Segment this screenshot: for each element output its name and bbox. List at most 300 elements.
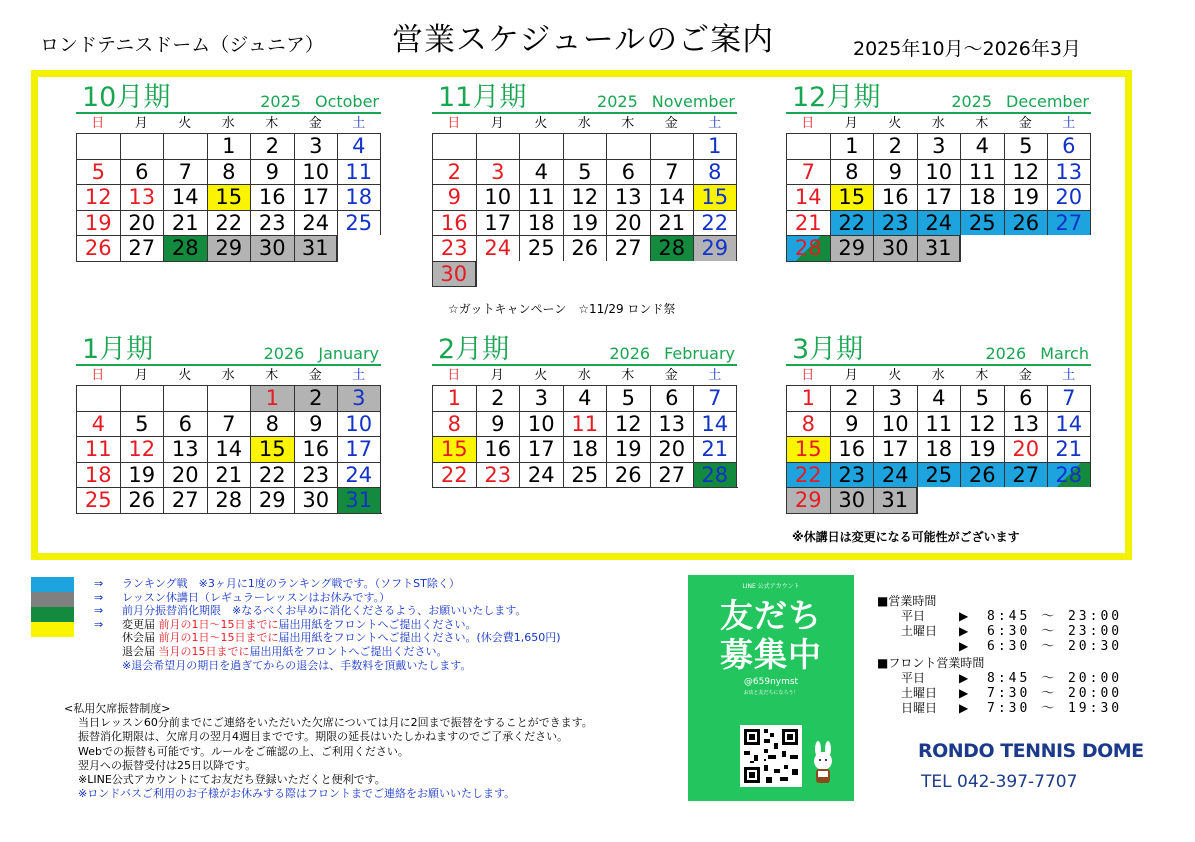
day-cell: 12 <box>960 411 1004 437</box>
empty-day-cell <box>606 133 650 159</box>
day-cell: 17 <box>873 436 917 462</box>
weekday-label: 日 <box>447 368 461 383</box>
day-cell: 2 <box>873 133 917 159</box>
day-cell: 8 <box>432 411 476 437</box>
absence-line: 翌月への振替受付は25日以降です。 <box>78 758 257 772</box>
day-cell: 11 <box>519 184 563 210</box>
month-calendar <box>76 82 381 262</box>
day-cell: 15 <box>786 436 830 462</box>
legend-swatch-notice <box>31 622 74 637</box>
weekday-label: 月 <box>134 116 148 131</box>
line-headline-1: 友だち <box>720 596 822 635</box>
page-title: 営業スケジュールのご案内 <box>392 22 775 58</box>
day-cell: 30 <box>873 235 917 261</box>
day-cell: 28 <box>693 462 737 488</box>
day-cell: 2 <box>432 159 476 185</box>
day-cell: 11 <box>917 411 961 437</box>
blank-space <box>519 261 563 287</box>
legend-quit-text: 届出用紙をフロントへご提出ください。 <box>249 644 448 658</box>
header-left: ロンドテニスドーム（ジュニア） <box>40 34 324 56</box>
empty-day-cell <box>120 385 164 411</box>
blank-space <box>650 261 694 287</box>
weekday-label: 火 <box>178 368 192 383</box>
day-cell: 6 <box>606 159 650 185</box>
day-cell: 31 <box>337 487 381 513</box>
play-icon: ▶ <box>959 671 969 685</box>
empty-day-cell <box>432 133 476 159</box>
day-cell: 21 <box>207 462 251 488</box>
calendar-bottom-border <box>76 261 338 262</box>
day-cell: 15 <box>830 184 874 210</box>
day-cell: 27 <box>120 235 164 261</box>
legend-closed: レッスン休講日（レギュラーレッスンはお休みです。） <box>122 590 391 604</box>
day-cell: 22 <box>786 462 830 488</box>
week-row <box>76 411 381 437</box>
day-cell: 18 <box>960 184 1004 210</box>
play-icon: ▶ <box>959 624 969 638</box>
blank-space <box>693 261 737 287</box>
empty-day-cell <box>650 133 694 159</box>
day-cell: 30 <box>830 487 874 513</box>
weekday-label: 水 <box>931 368 945 383</box>
day-cell: 8 <box>207 159 251 185</box>
day-cell: 9 <box>873 159 917 185</box>
week-row <box>432 436 737 462</box>
day-cell: 29 <box>786 487 830 513</box>
weekday-label: 月 <box>134 368 148 383</box>
month-year <box>597 92 735 111</box>
legend-pause-deadline: 前月の1日～15日までに <box>158 631 279 645</box>
play-icon: ▶ <box>959 686 969 700</box>
day-cell: 25 <box>960 210 1004 236</box>
day-cell: 9 <box>476 411 520 437</box>
month-name: 10月期 <box>82 82 171 113</box>
play-icon: ▶ <box>959 609 969 623</box>
day-cell: 8 <box>830 159 874 185</box>
week-row <box>432 159 737 185</box>
month-header <box>76 334 381 366</box>
day-cell: 23 <box>294 462 338 488</box>
blank-space <box>606 261 650 287</box>
week-row <box>786 133 1091 159</box>
weekday-label: 火 <box>888 368 902 383</box>
year-label: 2025 <box>260 92 301 111</box>
play-icon: ▶ <box>959 701 969 715</box>
day-cell: 17 <box>519 436 563 462</box>
absence-line: 振替消化期限は、欠席月の翌月4週目までです。期限の延長はいたしかねますのでご了承ください。 <box>78 730 569 744</box>
day-cell: 29 <box>207 235 251 261</box>
day-cell: 13 <box>650 411 694 437</box>
absence-line: ※LINE公式アカウントにてお友だち登録いただくと便利です。 <box>78 773 386 787</box>
day-cell: 9 <box>294 411 338 437</box>
day-cell: 14 <box>650 184 694 210</box>
month-year <box>609 344 735 363</box>
weekday-label: 水 <box>577 368 591 383</box>
day-cell: 27 <box>163 487 207 513</box>
week-row <box>786 184 1091 210</box>
day-cell: 4 <box>563 385 607 411</box>
weekday-label: 金 <box>1018 368 1032 383</box>
day-cell: 26 <box>120 487 164 513</box>
weekday-label: 日 <box>801 368 815 383</box>
month-calendar <box>432 82 737 287</box>
weekday-label: 金 <box>664 368 678 383</box>
day-cell: 24 <box>294 210 338 236</box>
month-english-label: January <box>318 344 379 363</box>
day-cell: 12 <box>120 436 164 462</box>
month-calendar <box>76 334 381 514</box>
day-cell: 8 <box>786 411 830 437</box>
blank-space <box>1047 235 1091 261</box>
weekday-label: 金 <box>1018 116 1032 131</box>
day-cell: 11 <box>563 411 607 437</box>
day-cell: 26 <box>1004 210 1048 236</box>
day-cell: 18 <box>76 462 120 488</box>
day-cell: 26 <box>76 235 120 261</box>
year-label: 2026 <box>985 344 1027 363</box>
day-cell: 27 <box>1047 210 1091 236</box>
week-row <box>432 261 737 287</box>
day-cell: 1 <box>786 385 830 411</box>
day-cell: 6 <box>1047 133 1091 159</box>
month-english-label: November <box>651 92 735 111</box>
weekday-header <box>786 366 1091 385</box>
month-header <box>432 82 737 114</box>
legend-swatch-deadline <box>31 607 74 622</box>
day-cell: 24 <box>917 210 961 236</box>
day-cell: 24 <box>337 462 381 488</box>
day-cell: 4 <box>917 385 961 411</box>
day-cell: 29 <box>250 487 294 513</box>
month-english-label: December <box>1006 92 1089 111</box>
day-cell: 19 <box>1004 184 1048 210</box>
day-cell: 13 <box>606 184 650 210</box>
day-cell: 4 <box>960 133 1004 159</box>
day-cell: 3 <box>917 133 961 159</box>
weekday-label: 水 <box>221 368 235 383</box>
weekday-label: 日 <box>447 116 461 131</box>
day-cell: 2 <box>294 385 338 411</box>
day-cell: 16 <box>250 184 294 210</box>
day-cell: 15 <box>432 436 476 462</box>
day-cell: 21 <box>163 210 207 236</box>
front-hours-title: ■フロント営業時間 <box>877 656 985 670</box>
day-cell: 7 <box>650 159 694 185</box>
day-cell: 27 <box>1004 462 1048 488</box>
day-cell: 12 <box>1004 159 1048 185</box>
empty-day-cell <box>76 133 120 159</box>
day-cell: 26 <box>563 235 607 261</box>
day-cell: 23 <box>476 462 520 488</box>
weekday-label: 土 <box>352 116 366 131</box>
weekday-label: 火 <box>888 116 902 131</box>
legend-change-text: 届出用紙をフロントへご提出ください。 <box>278 617 477 631</box>
phone-number[interactable]: TEL 042-397-7707 <box>921 772 1078 792</box>
month-header <box>786 334 1091 366</box>
legend-swatch-closed <box>31 592 74 607</box>
day-cell: 21 <box>693 436 737 462</box>
week-row <box>432 133 737 159</box>
week-row <box>786 159 1091 185</box>
day-cell: 23 <box>873 210 917 236</box>
weekday-label: 月 <box>490 116 504 131</box>
day-cell: 18 <box>917 436 961 462</box>
month-name: 3月期 <box>792 334 864 365</box>
day-cell: 30 <box>432 261 476 287</box>
day-cell: 25 <box>917 462 961 488</box>
day-cell: 29 <box>693 235 737 261</box>
day-cell: 25 <box>563 462 607 488</box>
day-cell: 17 <box>337 436 381 462</box>
absence-line: 当日レッスン60分前までにご連絡をいただいた欠席については月に2回まで振替をすることができます。 <box>78 716 593 730</box>
hours-label: 日曜日 <box>901 701 938 715</box>
day-cell: 3 <box>294 133 338 159</box>
week-row <box>786 462 1091 488</box>
legend-swatch-ranking <box>31 577 74 592</box>
hours-label: 平日 <box>901 609 926 623</box>
day-cell: 15 <box>250 436 294 462</box>
hours-time: 7:30 ～ 20:00 <box>987 686 1123 701</box>
day-cell: 5 <box>76 159 120 185</box>
day-cell: 10 <box>873 411 917 437</box>
weekday-label: 火 <box>534 116 548 131</box>
business-hours-title: ■営業時間 <box>877 594 937 608</box>
day-cell: 10 <box>337 411 381 437</box>
weekday-label: 月 <box>844 368 858 383</box>
weekday-label: 金 <box>308 116 322 131</box>
day-cell: 5 <box>606 385 650 411</box>
day-cell: 13 <box>1004 411 1048 437</box>
day-cell: 10 <box>476 184 520 210</box>
weekday-header <box>76 366 381 385</box>
day-cell: 19 <box>563 210 607 236</box>
day-cell: 3 <box>519 385 563 411</box>
day-cell: 4 <box>76 411 120 437</box>
line-headline-2: 募集中 <box>720 635 822 674</box>
blank-space <box>917 487 961 513</box>
week-row <box>432 184 737 210</box>
brand-logo: RONDO TENNIS DOME <box>918 740 1144 762</box>
weekday-label: 木 <box>975 116 989 131</box>
day-cell: 10 <box>917 159 961 185</box>
day-cell: 18 <box>337 184 381 210</box>
month-name: 1月期 <box>82 334 154 365</box>
weekday-label: 土 <box>1062 368 1076 383</box>
day-cell: 7 <box>786 159 830 185</box>
line-id: @659nymst <box>743 677 799 687</box>
day-cell: 22 <box>250 462 294 488</box>
legend-deadline: 前月分振替消化期限 ※なるべくお早めに消化くださるよう、お願いいたします。 <box>122 604 527 618</box>
day-cell: 14 <box>1047 411 1091 437</box>
line-account-label: LINE 公式アカウント <box>742 583 800 590</box>
day-cell: 1 <box>693 133 737 159</box>
day-cell: 4 <box>519 159 563 185</box>
rabbit-mascot-icon <box>808 741 838 785</box>
day-cell: 2 <box>250 133 294 159</box>
weekday-label: 火 <box>534 368 548 383</box>
month-name: 11月期 <box>438 82 527 113</box>
day-cell: 13 <box>120 184 164 210</box>
day-cell: 5 <box>120 411 164 437</box>
weekday-label: 土 <box>1062 116 1076 131</box>
month-calendar <box>786 82 1091 262</box>
day-cell: 13 <box>1047 159 1091 185</box>
week-row <box>76 184 381 210</box>
day-cell: 10 <box>519 411 563 437</box>
day-cell: 18 <box>563 436 607 462</box>
month-header <box>432 334 737 366</box>
year-label: 2025 <box>951 92 993 111</box>
day-cell: 1 <box>830 133 874 159</box>
day-cell: 17 <box>476 210 520 236</box>
day-cell: 26 <box>606 462 650 488</box>
day-cell: 23 <box>250 210 294 236</box>
day-cell: 30 <box>250 235 294 261</box>
qr-code-icon[interactable] <box>740 725 802 787</box>
day-cell: 18 <box>519 210 563 236</box>
day-cell: 19 <box>120 462 164 488</box>
day-cell: 3 <box>873 385 917 411</box>
day-cell: 28 <box>207 487 251 513</box>
absence-bus-note: ※ロンドバスご利用のお子様がお休みする際はフロントまでご連絡をお願いいたします。 <box>78 787 516 801</box>
arrow-icon: ⇒ <box>94 604 104 618</box>
week-row <box>76 385 381 411</box>
week-row <box>432 462 737 488</box>
day-cell: 23 <box>432 235 476 261</box>
day-cell: 4 <box>337 133 381 159</box>
day-cell: 9 <box>830 411 874 437</box>
blank-space <box>960 487 1004 513</box>
day-cell: 9 <box>250 159 294 185</box>
month-year <box>260 92 379 111</box>
day-cell: 6 <box>120 159 164 185</box>
day-cell: 16 <box>873 184 917 210</box>
week-row <box>432 235 737 261</box>
day-cell: 31 <box>294 235 338 261</box>
day-cell: 28 <box>650 235 694 261</box>
weekday-label: 月 <box>490 368 504 383</box>
day-cell: 12 <box>76 184 120 210</box>
year-label: 2025 <box>597 92 638 111</box>
day-cell: 28 <box>1047 462 1091 488</box>
line-friend-card[interactable] <box>688 575 854 801</box>
day-cell: 22 <box>693 210 737 236</box>
day-cell: 31 <box>917 235 961 261</box>
legend-ranking: ランキング戦 ※3ヶ月に1度のランキング戦です。（ソフトST除く） <box>122 577 460 590</box>
day-cell: 20 <box>163 462 207 488</box>
legend-quit-label: 退会届 <box>122 644 155 658</box>
weekday-label: 水 <box>221 116 235 131</box>
day-cell: 27 <box>606 235 650 261</box>
day-cell: 14 <box>786 184 830 210</box>
empty-day-cell <box>163 133 207 159</box>
month-calendar <box>786 334 1091 514</box>
arrow-icon: ⇒ <box>94 577 104 590</box>
week-row <box>432 385 737 411</box>
blank-space <box>476 261 520 287</box>
arrow-icon: ⇒ <box>94 590 104 604</box>
blank-space <box>1004 235 1048 261</box>
empty-day-cell <box>120 133 164 159</box>
day-cell: 5 <box>1004 133 1048 159</box>
week-row <box>786 385 1091 411</box>
legend-change-deadline: 前月の1日～15日までに <box>158 617 279 631</box>
day-cell: 22 <box>432 462 476 488</box>
day-cell: 30 <box>294 487 338 513</box>
day-cell: 7 <box>1047 385 1091 411</box>
month-year <box>951 92 1089 111</box>
day-cell: 16 <box>476 436 520 462</box>
legend-change-label: 変更届 <box>122 617 155 631</box>
week-row <box>76 462 381 488</box>
day-cell: 8 <box>693 159 737 185</box>
legend <box>94 577 561 672</box>
month-header <box>786 82 1091 114</box>
weekday-label: 水 <box>577 116 591 131</box>
week-row <box>786 436 1091 462</box>
day-cell: 28 <box>786 235 830 261</box>
weekday-label: 土 <box>708 368 722 383</box>
day-cell: 3 <box>337 385 381 411</box>
day-cell: 20 <box>606 210 650 236</box>
november-note: ☆ガットキャンペーン ☆11/29 ロンド祭 <box>448 302 676 316</box>
week-row <box>76 133 381 159</box>
day-cell: 12 <box>563 184 607 210</box>
day-cell: 22 <box>830 210 874 236</box>
day-cell: 16 <box>432 210 476 236</box>
week-row <box>76 436 381 462</box>
weekday-label: 木 <box>265 368 279 383</box>
day-cell: 26 <box>960 462 1004 488</box>
empty-day-cell <box>163 385 207 411</box>
day-cell: 1 <box>207 133 251 159</box>
day-cell: 25 <box>337 210 381 236</box>
absence-line: Webでの振替も可能です。ルールをご確認の上、ご利用ください。 <box>78 744 409 758</box>
day-cell: 15 <box>207 184 251 210</box>
day-cell: 5 <box>960 385 1004 411</box>
year-label: 2026 <box>609 344 651 363</box>
day-cell: 17 <box>917 184 961 210</box>
day-cell: 7 <box>207 411 251 437</box>
weekday-header <box>76 114 381 133</box>
day-cell: 16 <box>294 436 338 462</box>
day-cell: 22 <box>207 210 251 236</box>
day-cell: 27 <box>650 462 694 488</box>
blank-space <box>1004 487 1048 513</box>
week-row <box>76 487 381 513</box>
day-cell: 29 <box>830 235 874 261</box>
day-cell: 1 <box>250 385 294 411</box>
week-row <box>786 487 1091 513</box>
day-cell: 14 <box>207 436 251 462</box>
day-cell: 7 <box>693 385 737 411</box>
empty-day-cell <box>76 385 120 411</box>
empty-day-cell <box>476 133 520 159</box>
day-cell: 8 <box>250 411 294 437</box>
day-cell: 10 <box>294 159 338 185</box>
day-cell: 19 <box>960 436 1004 462</box>
week-row <box>76 235 381 261</box>
day-cell: 24 <box>873 462 917 488</box>
month-english-label: February <box>664 344 735 363</box>
arrow-icon: ⇒ <box>94 617 104 631</box>
weekday-header <box>786 114 1091 133</box>
weekday-label: 木 <box>621 368 635 383</box>
weekday-label: 木 <box>621 116 635 131</box>
day-cell: 28 <box>163 235 207 261</box>
hours-time: 8:45 ～ 23:00 <box>987 609 1123 624</box>
day-cell: 6 <box>163 411 207 437</box>
